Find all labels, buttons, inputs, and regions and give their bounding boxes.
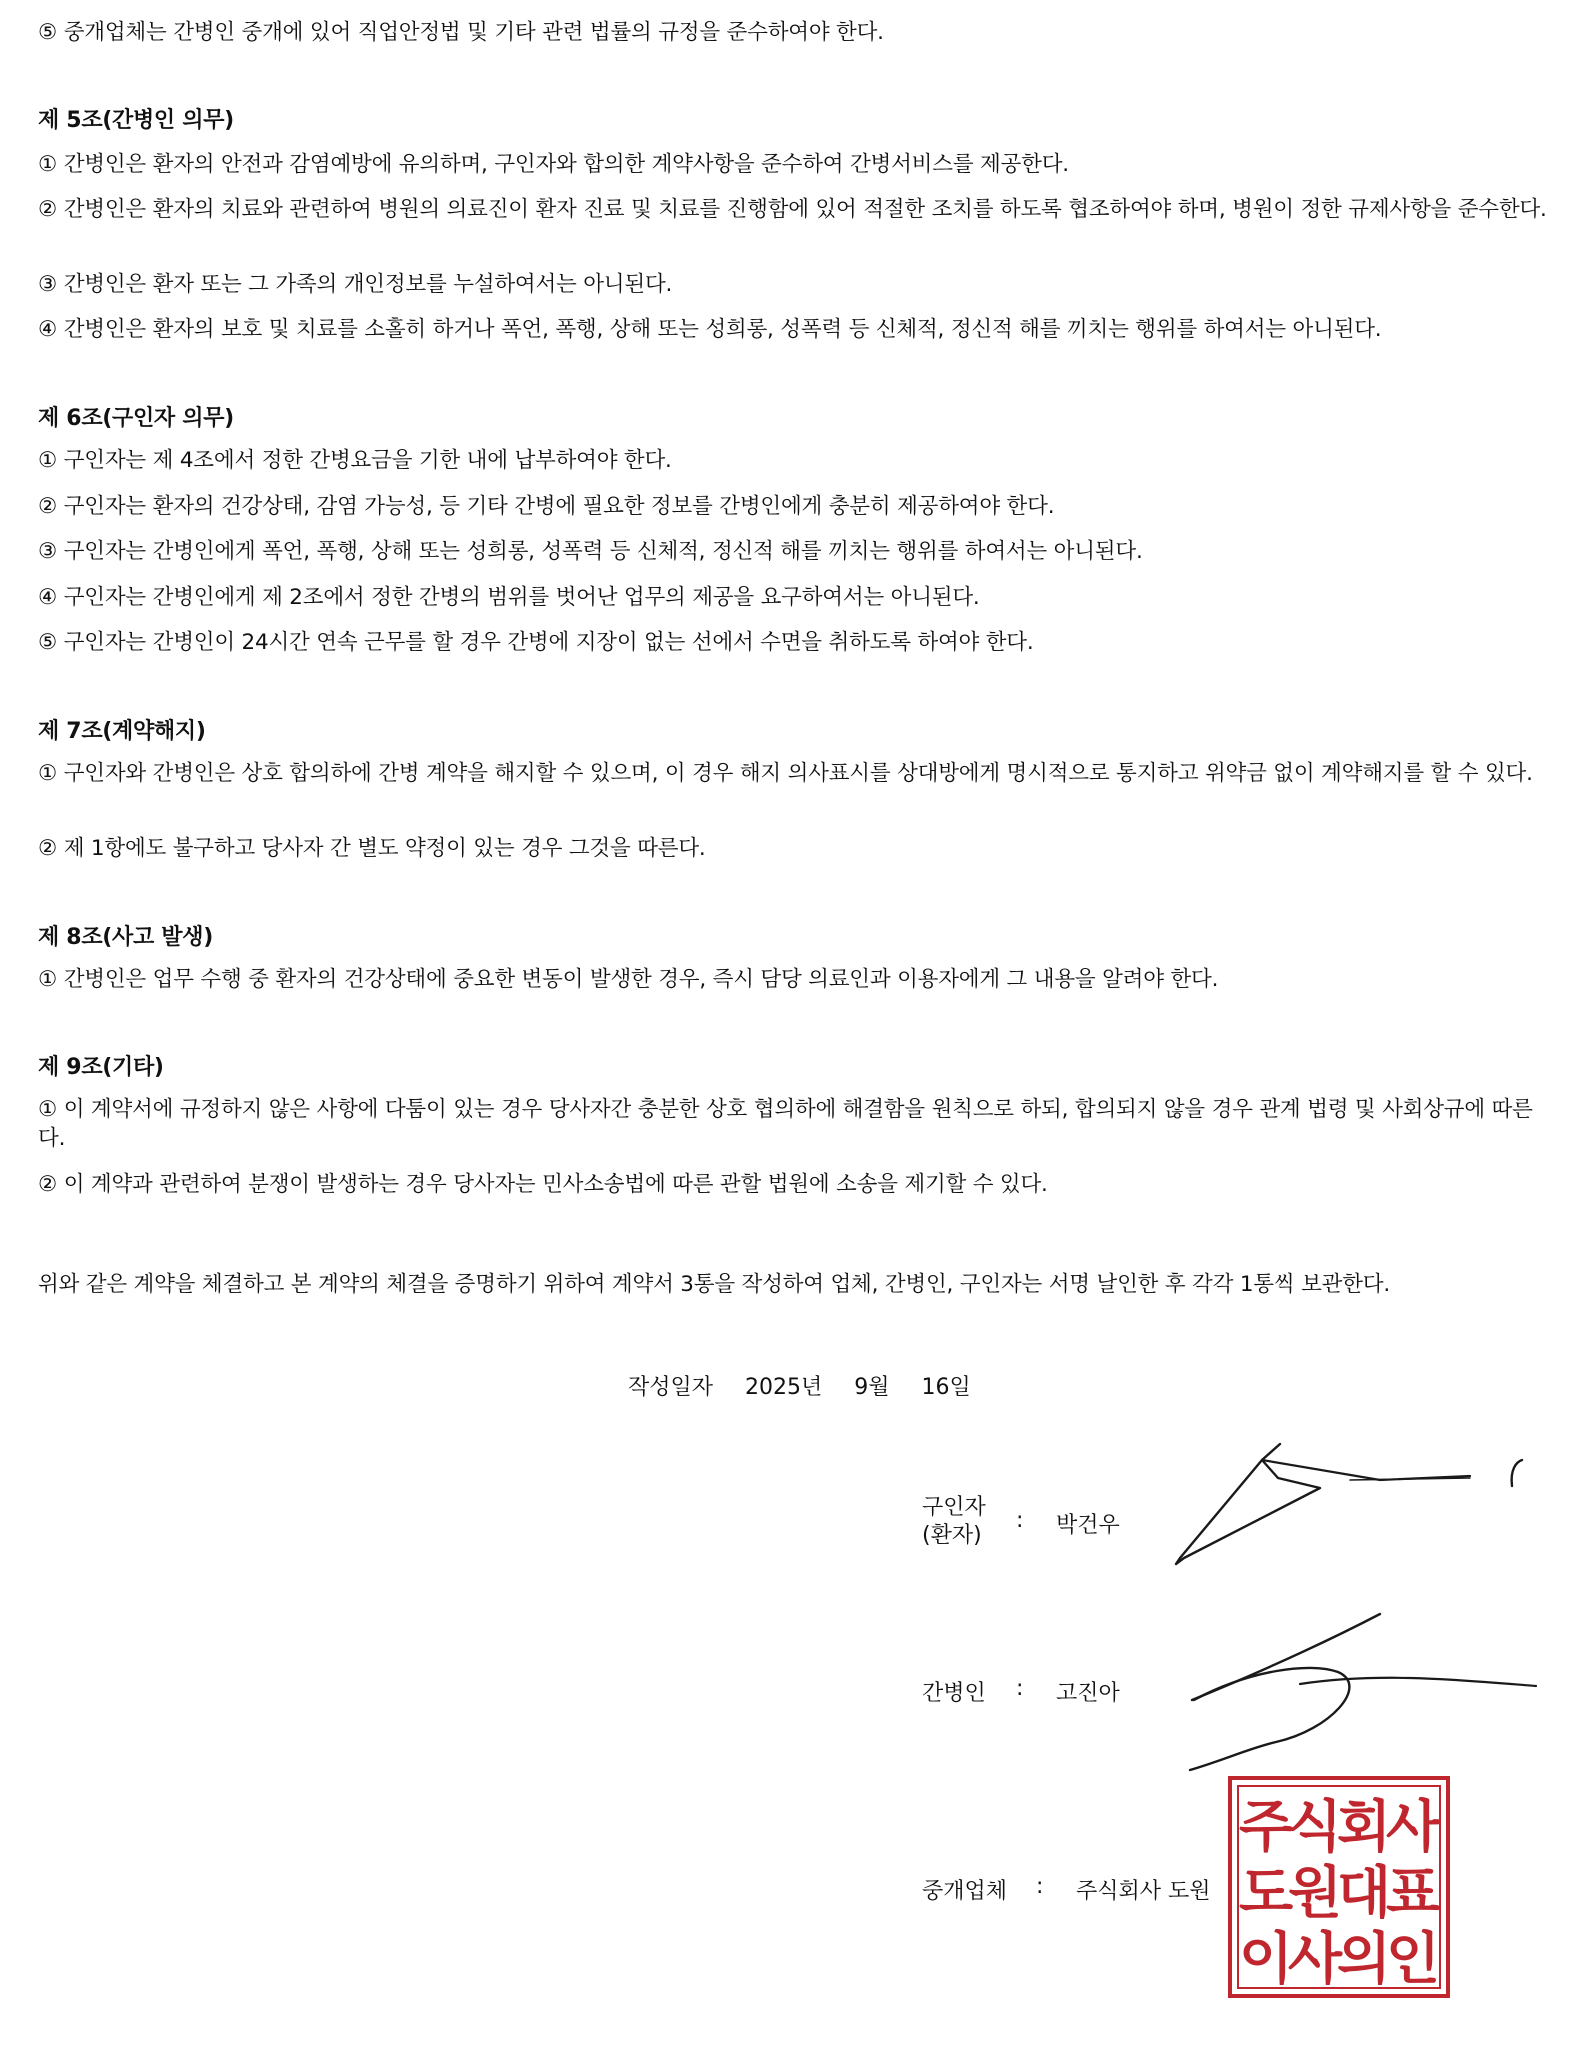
article-6-item-4: ④ 구인자는 간병인에게 제 2조에서 정한 간병의 범위를 벗어난 업무의 제공을 요구하여서는 아니된다.	[38, 585, 980, 610]
seal-glyph: 식	[1287, 1795, 1343, 1860]
seal-glyph: 회	[1336, 1795, 1392, 1860]
agency-label: 중개업체	[922, 1879, 1008, 1904]
caregiver-label: 간병인	[922, 1681, 986, 1706]
seal-glyph: 표	[1385, 1861, 1441, 1926]
company-seal	[1228, 1776, 1450, 1998]
article-5-item-1: ① 간병인은 환자의 안전과 감염예방에 유의하며, 구인자와 합의한 계약사항을 준수하여 간병서비스를 제공한다.	[38, 152, 1069, 177]
client-separator: :	[1016, 1508, 1024, 1533]
article-7-item-1: ① 구인자와 간병인은 상호 합의하에 간병 계약을 해지할 수 있으며, 이 경우 해지 의사표시를 상대방에게 명시적으로 통지하고 위약금 없이 계약해지를 할 수 있다.	[38, 761, 1533, 786]
seal-glyph: 도	[1238, 1861, 1294, 1926]
client-name: 박건우	[1056, 1513, 1120, 1538]
seal-glyph: 주	[1238, 1795, 1294, 1860]
article-7-item-2: ② 제 1항에도 불구하고 당사자 간 별도 약정이 있는 경우 그것을 따른다.	[38, 836, 706, 861]
article-5-item-3: ③ 간병인은 환자 또는 그 가족의 개인정보를 누설하여서는 아니된다.	[38, 272, 673, 297]
article-9-item-2: ② 이 계약과 관련하여 분쟁이 발생하는 경우 당사자는 민사소송법에 따른 관할 법원에 소송을 제기할 수 있다.	[38, 1172, 1048, 1197]
article-6-item-1: ① 구인자는 제 4조에서 정한 간병요금을 기한 내에 납부하여야 한다.	[38, 448, 672, 473]
article-6-item-5: ⑤ 구인자는 간병인이 24시간 연속 근무를 할 경우 간병에 지장이 없는 선에서 수면을 취하도록 하여야 한다.	[38, 630, 1034, 655]
seal-glyph: 사	[1287, 1927, 1343, 1992]
article-9-item-1: ① 이 계약서에 규정하지 않은 사항에 다툼이 있는 경우 당사자간 충분한 상호 협의하에 해결함을 원칙으로 하되, 합의되지 않을 경우 관계 법령 및 사회상규에 따른다.	[38, 1097, 1533, 1151]
seal-glyph: 원	[1287, 1861, 1343, 1926]
caregiver-signature	[1180, 1610, 1540, 1770]
date-label: 작성일자	[628, 1375, 714, 1400]
article-5-item-4: ④ 간병인은 환자의 보호 및 치료를 소홀히 하거나 폭언, 폭행, 상해 또는 성희롱, 성폭력 등 신체적, 정신적 해를 끼치는 행위를 하여서는 아니된다.	[38, 317, 1382, 342]
client-label: 구인자 (환자)	[922, 1495, 986, 1548]
agency-separator: :	[1036, 1874, 1044, 1899]
seal-glyph: 이	[1238, 1927, 1294, 1992]
article-9-heading: 제 9조(기타)	[38, 1055, 164, 1080]
agency-name: 주식회사 도원	[1076, 1879, 1211, 1904]
date-year: 2025년	[745, 1375, 823, 1400]
closing-statement: 위와 같은 계약을 체결하고 본 계약의 체결을 증명하기 위하여 계약서 3통을 작성하여 업체, 간병인, 구인자는 서명 날인한 후 각각 1통씩 보관한다.	[38, 1272, 1390, 1297]
article-6-item-2: ② 구인자는 환자의 건강상태, 감염 가능성, 등 기타 간병에 필요한 정보를 간병인에게 충분히 제공하여야 한다.	[38, 494, 1055, 519]
client-signature	[1170, 1440, 1550, 1580]
clause-5-of-4: ⑤ 중개업체는 간병인 중개에 있어 직업안정법 및 기타 관련 법률의 규정을 준수하여야 한다.	[38, 20, 884, 45]
article-8-heading: 제 8조(사고 발생)	[38, 925, 213, 950]
article-5-heading: 제 5조(간병인 의무)	[38, 108, 234, 133]
caregiver-name: 고진아	[1056, 1681, 1120, 1706]
article-6-item-3: ③ 구인자는 간병인에게 폭언, 폭행, 상해 또는 성희롱, 성폭력 등 신체적, 정신적 해를 끼치는 행위를 하여서는 아니된다.	[38, 539, 1143, 564]
seal-glyph: 의	[1336, 1927, 1392, 1992]
seal-glyph: 인	[1385, 1927, 1441, 1992]
caregiver-separator: :	[1016, 1676, 1024, 1701]
date-line	[628, 1370, 971, 1401]
article-7-heading: 제 7조(계약해지)	[38, 719, 206, 744]
article-8-item-1: ① 간병인은 업무 수행 중 환자의 건강상태에 중요한 변동이 발생한 경우, 즉시 담당 의료인과 이용자에게 그 내용을 알려야 한다.	[38, 967, 1219, 992]
seal-glyph: 사	[1385, 1795, 1441, 1860]
seal-glyph: 대	[1336, 1861, 1392, 1926]
date-day: 16일	[921, 1375, 971, 1400]
date-month: 9월	[854, 1375, 890, 1400]
article-6-heading: 제 6조(구인자 의무)	[38, 406, 234, 431]
article-5-item-2: ② 간병인은 환자의 치료와 관련하여 병원의 의료진이 환자 진료 및 치료를 진행함에 있어 적절한 조치를 하도록 협조하여야 하며, 병원이 정한 규제사항을 준수한다.	[38, 197, 1547, 222]
